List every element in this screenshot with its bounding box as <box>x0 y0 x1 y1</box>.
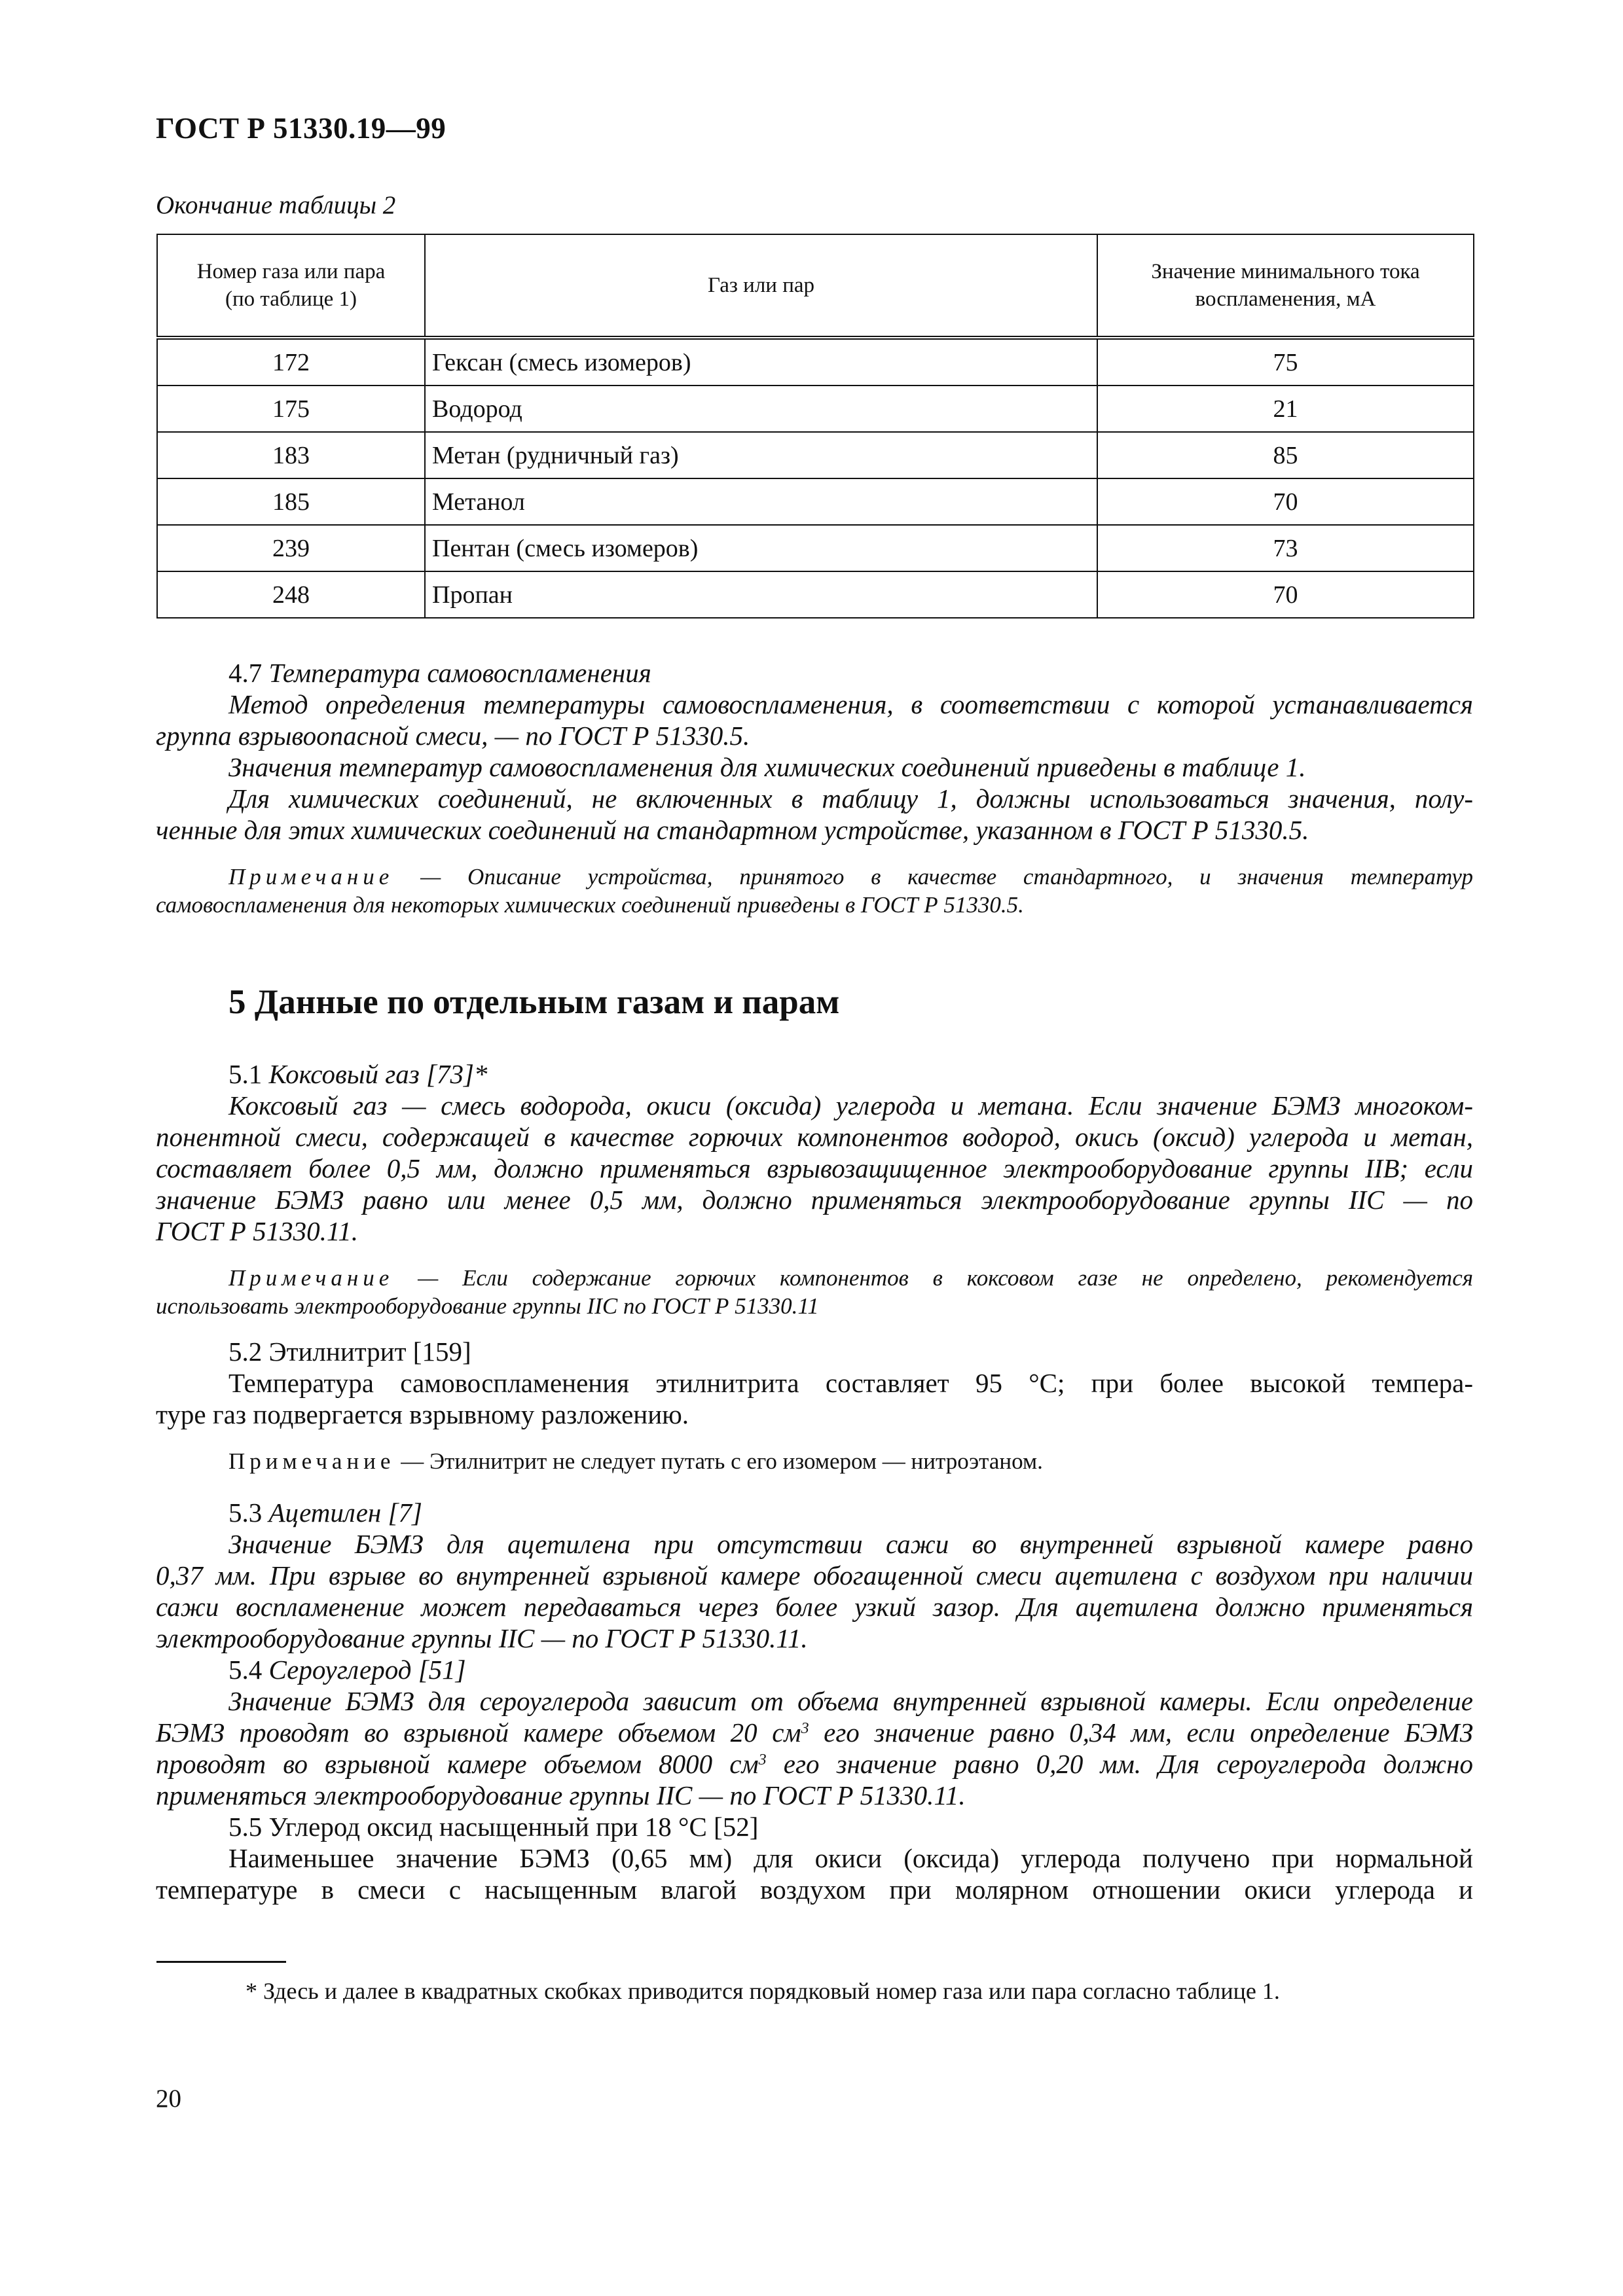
paragraph-line <box>156 1121 1473 1153</box>
note-line <box>228 1448 1043 1475</box>
paragraph-line <box>228 1367 1473 1399</box>
page-number: 20 <box>156 2085 181 2113</box>
column-header-line: воспламенения, мА <box>1195 287 1376 311</box>
note-text: — Описание устройства, принятого в качестве стандартного, и значения температур <box>420 864 1474 889</box>
section-title: Ацетилен [7] <box>268 1498 422 1528</box>
section-5-1-heading <box>228 1058 487 1090</box>
cell-gas-name: Метанол <box>425 478 1097 525</box>
paragraph-line: ченные для этих химических соединений на стандартном устройстве, указанном в ГОСТ Р 51330.5. <box>156 815 1309 845</box>
paragraph-line-text: значение БЭМЗ равно или менее 0,5 мм, должно применяться электрооборудование группы IIC — по <box>156 1185 1473 1215</box>
paragraph-line-text: Наименьшее значение БЭМЗ (0,65 мм) для окиси (оксида) углерода получено при нормальной <box>228 1843 1473 1873</box>
paragraph-line-text: Температура самовоспламенения этилнитрита составляет 95 °С; при более высокой темпера- <box>228 1368 1473 1398</box>
paragraph-line <box>228 783 1473 814</box>
cell-gas-number: 185 <box>157 478 425 525</box>
section-title: Температура самовоспламенения <box>268 658 651 688</box>
footnote: * Здесь и далее в квадратных скобках приводится порядковый номер газа или пара согласно таблице 1. <box>246 1978 1280 2004</box>
paragraph-line-text: понентной смеси, содержащей в качестве горючих компонентов водород, окись (оксид) углерода и метан, <box>156 1122 1473 1152</box>
section-5-5-heading: 5.5 Углерод оксид насыщенный при 18 °С [52] <box>228 1812 759 1842</box>
paragraph-line-text: составляет более 0,5 мм, должно применяться взрывозащищенное электрооборудование группы IIB; если <box>156 1153 1473 1183</box>
paragraph-line-text: Значение БЭМЗ для ацетилена при отсутствии сажи во внутренней взрывной камере равно <box>228 1529 1473 1559</box>
paragraph-line <box>156 1748 1473 1780</box>
section-number: 5.4 <box>228 1655 263 1685</box>
table-row <box>157 525 1474 571</box>
paragraph-line: группа взрывоопасной смеси, — по ГОСТ Р 51330.5. <box>156 721 750 751</box>
paragraph-line <box>156 1874 1473 1905</box>
cell-gas-number: 183 <box>157 432 425 478</box>
text-run: его значение равно 0,34 мм, если определение БЭМЗ <box>809 1717 1473 1748</box>
paragraph-line: электрооборудование группы IIC — по ГОСТ Р 51330.11. <box>156 1623 808 1653</box>
paragraph-line <box>156 1591 1473 1623</box>
footnote-divider <box>156 1961 286 1963</box>
text-run: проводят во взрывной камере объемом 8000 см <box>156 1749 759 1779</box>
column-header-gas-name <box>425 234 1097 338</box>
paragraph-line <box>156 1717 1473 1748</box>
paragraph-line-text: Значение БЭМЗ для сероуглерода зависит от объема внутренней взрывной камеры. Если определение <box>228 1686 1473 1716</box>
cell-gas-number: 175 <box>157 386 425 432</box>
note-line: использовать электрооборудование группы IIC по ГОСТ Р 51330.11 <box>156 1293 819 1319</box>
section-title: Коксовый газ [73]* <box>268 1059 488 1089</box>
column-header-gas-number <box>157 234 425 338</box>
paragraph-line <box>228 1685 1473 1717</box>
text-run: его значение равно 0,20 мм. Для сероуглерода должно <box>766 1749 1473 1779</box>
column-header-line: Газ или пар <box>707 274 815 297</box>
note-line-text <box>228 1265 1473 1292</box>
note-line: самовоспламенения для некоторых химических соединений приведены в ГОСТ Р 51330.5. <box>156 892 1024 918</box>
section-5-3-heading <box>228 1497 422 1528</box>
paragraph-line <box>156 1560 1473 1591</box>
paragraph-line-text: Для химических соединений, не включенных в таблицу 1, должны использоваться значения, полу- <box>228 783 1473 814</box>
table-row <box>157 338 1474 386</box>
paragraph-line <box>228 689 1473 720</box>
note-line <box>228 1265 1473 1292</box>
note-label: Примечание <box>228 864 394 889</box>
table-row <box>157 386 1474 432</box>
paragraph-line <box>156 1153 1473 1184</box>
gas-ignition-current-table <box>156 234 1474 619</box>
note-text: — Если содержание горючих компонентов в коксовом газе не определено, рекомендуется <box>418 1265 1474 1291</box>
note-line <box>228 863 1473 891</box>
cell-min-current: 73 <box>1097 525 1474 571</box>
paragraph-line <box>156 1184 1473 1215</box>
section-number: 4.7 <box>228 658 263 688</box>
paragraph-line-text: Метод определения температуры самовоспламенения, в соответствии с которой устанавливается <box>228 689 1473 719</box>
note-text: — Этилнитрит не следует путать с его изомером — нитроэтаном. <box>401 1448 1043 1474</box>
section-5-4-heading <box>228 1654 466 1685</box>
cell-gas-number: 239 <box>157 525 425 571</box>
paragraph-line: туре газ подвергается взрывному разложению. <box>156 1399 689 1429</box>
paragraph-line-text <box>156 1748 1473 1780</box>
cell-gas-number: 172 <box>157 338 425 386</box>
table-row <box>157 432 1474 478</box>
cell-min-current: 70 <box>1097 478 1474 525</box>
section-5-title: 5 Данные по отдельным газам и парам <box>228 983 840 1021</box>
document-id-header: ГОСТ Р 51330.19—99 <box>156 112 447 145</box>
section-number: 5.3 <box>228 1498 263 1528</box>
column-header-line: (по таблице 1) <box>225 287 357 311</box>
cell-gas-name: Метан (рудничный газ) <box>425 432 1097 478</box>
section-4-7-heading <box>228 657 651 689</box>
section-number: 5.1 <box>228 1059 263 1089</box>
column-header-line: Номер газа или пара <box>196 260 386 283</box>
paragraph-line-text: 0,37 мм. При взрыве во внутренней взрывной камере обогащенной смеси ацетилена с воздухом при наличии <box>156 1560 1473 1590</box>
cell-gas-number: 248 <box>157 571 425 618</box>
note-line-text <box>228 863 1473 891</box>
text-run: БЭМЗ проводят во взрывной камере объемом 20 см <box>156 1717 801 1748</box>
note-label: Примечание <box>228 1265 394 1291</box>
table-caption: Окончание таблицы 2 <box>156 191 396 219</box>
cell-min-current: 21 <box>1097 386 1474 432</box>
paragraph-line: Значения температур самовоспламенения для химических соединений приведены в таблице 1. <box>228 752 1306 782</box>
cell-gas-name: Пропан <box>425 571 1097 618</box>
note-label: Примечание <box>228 1448 395 1474</box>
paragraph-line <box>228 1528 1473 1560</box>
superscript: 3 <box>758 1751 767 1768</box>
column-header-min-current <box>1097 234 1474 338</box>
cell-gas-name: Водород <box>425 386 1097 432</box>
table-row <box>157 571 1474 618</box>
section-5-2-heading: 5.2 Этилнитрит [159] <box>228 1336 471 1367</box>
section-title: Сероуглерод [51] <box>268 1655 466 1685</box>
cell-gas-name: Гексан (смесь изомеров) <box>425 338 1097 386</box>
cell-min-current: 70 <box>1097 571 1474 618</box>
paragraph-line: применяться электрооборудование группы IIC — по ГОСТ Р 51330.11. <box>156 1780 966 1810</box>
table-header-row <box>157 234 1474 338</box>
paragraph-line <box>228 1090 1473 1121</box>
cell-min-current: 75 <box>1097 338 1474 386</box>
paragraph-line-text <box>156 1717 1473 1748</box>
cell-gas-name: Пентан (смесь изомеров) <box>425 525 1097 571</box>
cell-min-current: 85 <box>1097 432 1474 478</box>
superscript: 3 <box>801 1720 809 1737</box>
table-row <box>157 478 1474 525</box>
paragraph-line-text: сажи воспламенение может передаваться через более узкий зазор. Для ацетилена должно применяться <box>156 1592 1473 1622</box>
paragraph-line: ГОСТ Р 51330.11. <box>156 1216 359 1246</box>
paragraph-line <box>228 1842 1473 1874</box>
paragraph-line-text: Коксовый газ — смесь водорода, окиси (оксида) углерода и метана. Если значение БЭМЗ многоком- <box>228 1090 1473 1121</box>
column-header-line: Значение минимального тока <box>1151 260 1420 283</box>
paragraph-line-text: температуре в смеси с насыщенным влагой воздухом при молярном отношении окиси углерода и <box>156 1874 1473 1905</box>
